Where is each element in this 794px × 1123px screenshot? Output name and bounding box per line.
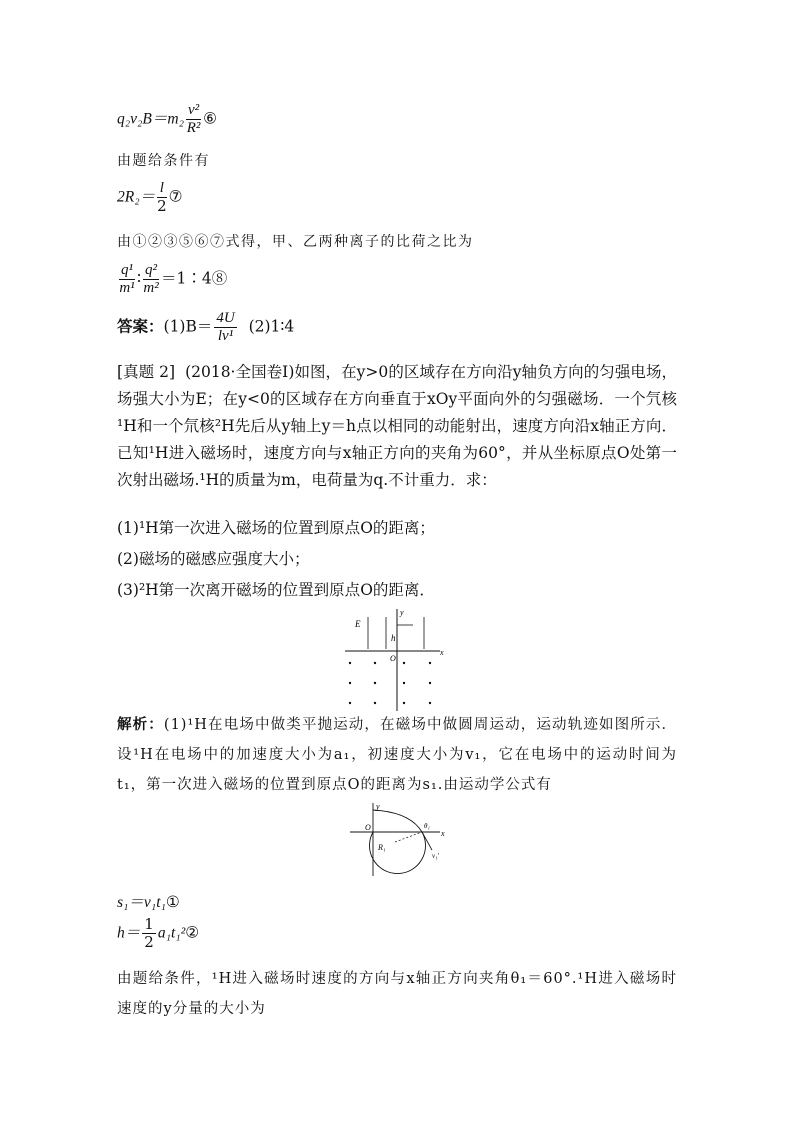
equation-1: s₁＝v₁t₁① (117, 894, 180, 911)
question-1: (1)¹H第一次进入磁场的位置到原点O的距离； (117, 519, 435, 537)
problem-tag: [真题 2] (117, 363, 176, 381)
velocity-arrow (422, 832, 432, 850)
label-O: O (390, 654, 396, 663)
condition-text: 由题给条件有 (117, 153, 210, 169)
fraction: $\frac{\text{q¹}}{\text{m¹}}$ (119, 262, 135, 296)
solution-text: 解析：(1)¹H在电场中做类平抛运动，在磁场中做圆周运动，运动轨迹如图所示．设¹H在电场中的加速度大小为a₁，初速度大小为v₁，它在电场中的运动时间为t₁，第一次进入磁场的位置到原点O的距离为s₁.由运动学公式有 (117, 716, 678, 793)
label-h: h (391, 633, 396, 643)
trajectory-arc (370, 810, 426, 874)
problem-statement: [真题 2] (2018·全国卷Ⅰ)如图，在y>0的区域存在方向沿y轴负方向的匀强电场，场强大小为E；在y<0的区域存在方向垂直于xOy平面向外的匀强磁场．一个氕核¹H和一个氘核²H先后从y轴上y＝h点以相同的动能射出，速度方向沿x轴正方向．已知¹H进入磁场时，速度方向与x轴正方向的夹角为60°，并从坐标原点O处第一次射出磁场.¹H的质量为m，电荷量为q.不计重力．求： (117, 363, 677, 489)
fraction: $\frac{\text{q²}}{\text{m²}}$ (143, 262, 159, 296)
ratio-text: 由①②③⑤⑥⑦式得，甲、乙两种离子的比荷之比为 (117, 234, 474, 250)
label-x: x (441, 829, 445, 838)
question-2: (2)磁场的磁感应强度大小； (117, 550, 310, 568)
label-x: x (440, 648, 444, 657)
fraction: $\frac{l}{2}$ (157, 180, 167, 215)
radius-line (395, 832, 422, 842)
equation-6: q₂v₂B＝m₂ $\frac{\text{v²}}{\text{R²}}$ ⑥ (117, 102, 218, 136)
magnetic-field-dots (349, 662, 431, 704)
trajectory-diagram (340, 800, 460, 880)
label-O: O (365, 823, 371, 832)
label-R: R₁ (378, 843, 386, 852)
equation-2: h＝ $\frac{1}{2}$ a₁t₁²② (117, 915, 200, 951)
answer-line: 答案：(1)B＝ $\frac{4U}{\text{lv¹}}$ (2)1∶4 (117, 310, 295, 344)
fraction: $\frac{\text{v²}}{\text{R²}}$ (186, 102, 201, 136)
fraction: $\frac{4U}{\text{lv¹}}$ (216, 310, 235, 344)
fraction: $\frac{1}{2}$ (144, 915, 154, 951)
final-text: 由题给条件，¹H进入磁场时速度的方向与x轴正方向夹角θ₁＝60°.¹H进入磁场时速度的y分量的大小为 (117, 971, 677, 1017)
label-y: y (400, 608, 404, 617)
equation-7: 2R₂＝ $\frac{l}{2}$ ⑦ (117, 180, 183, 215)
equation-8: $\frac{\text{q¹}}{\text{m¹}}$ ∶ $\frac{\text{q²}}{\text{m²}}$ ＝1∶4⑧ (119, 262, 228, 296)
label-y: y (376, 802, 380, 811)
label-theta: θ₁ (424, 822, 430, 830)
label-E: E (355, 619, 361, 629)
field-diagram (340, 605, 460, 715)
question-3: (3)²H第一次离开磁场的位置到原点O的距离． (117, 581, 435, 599)
label-v: v₁' (432, 852, 440, 860)
